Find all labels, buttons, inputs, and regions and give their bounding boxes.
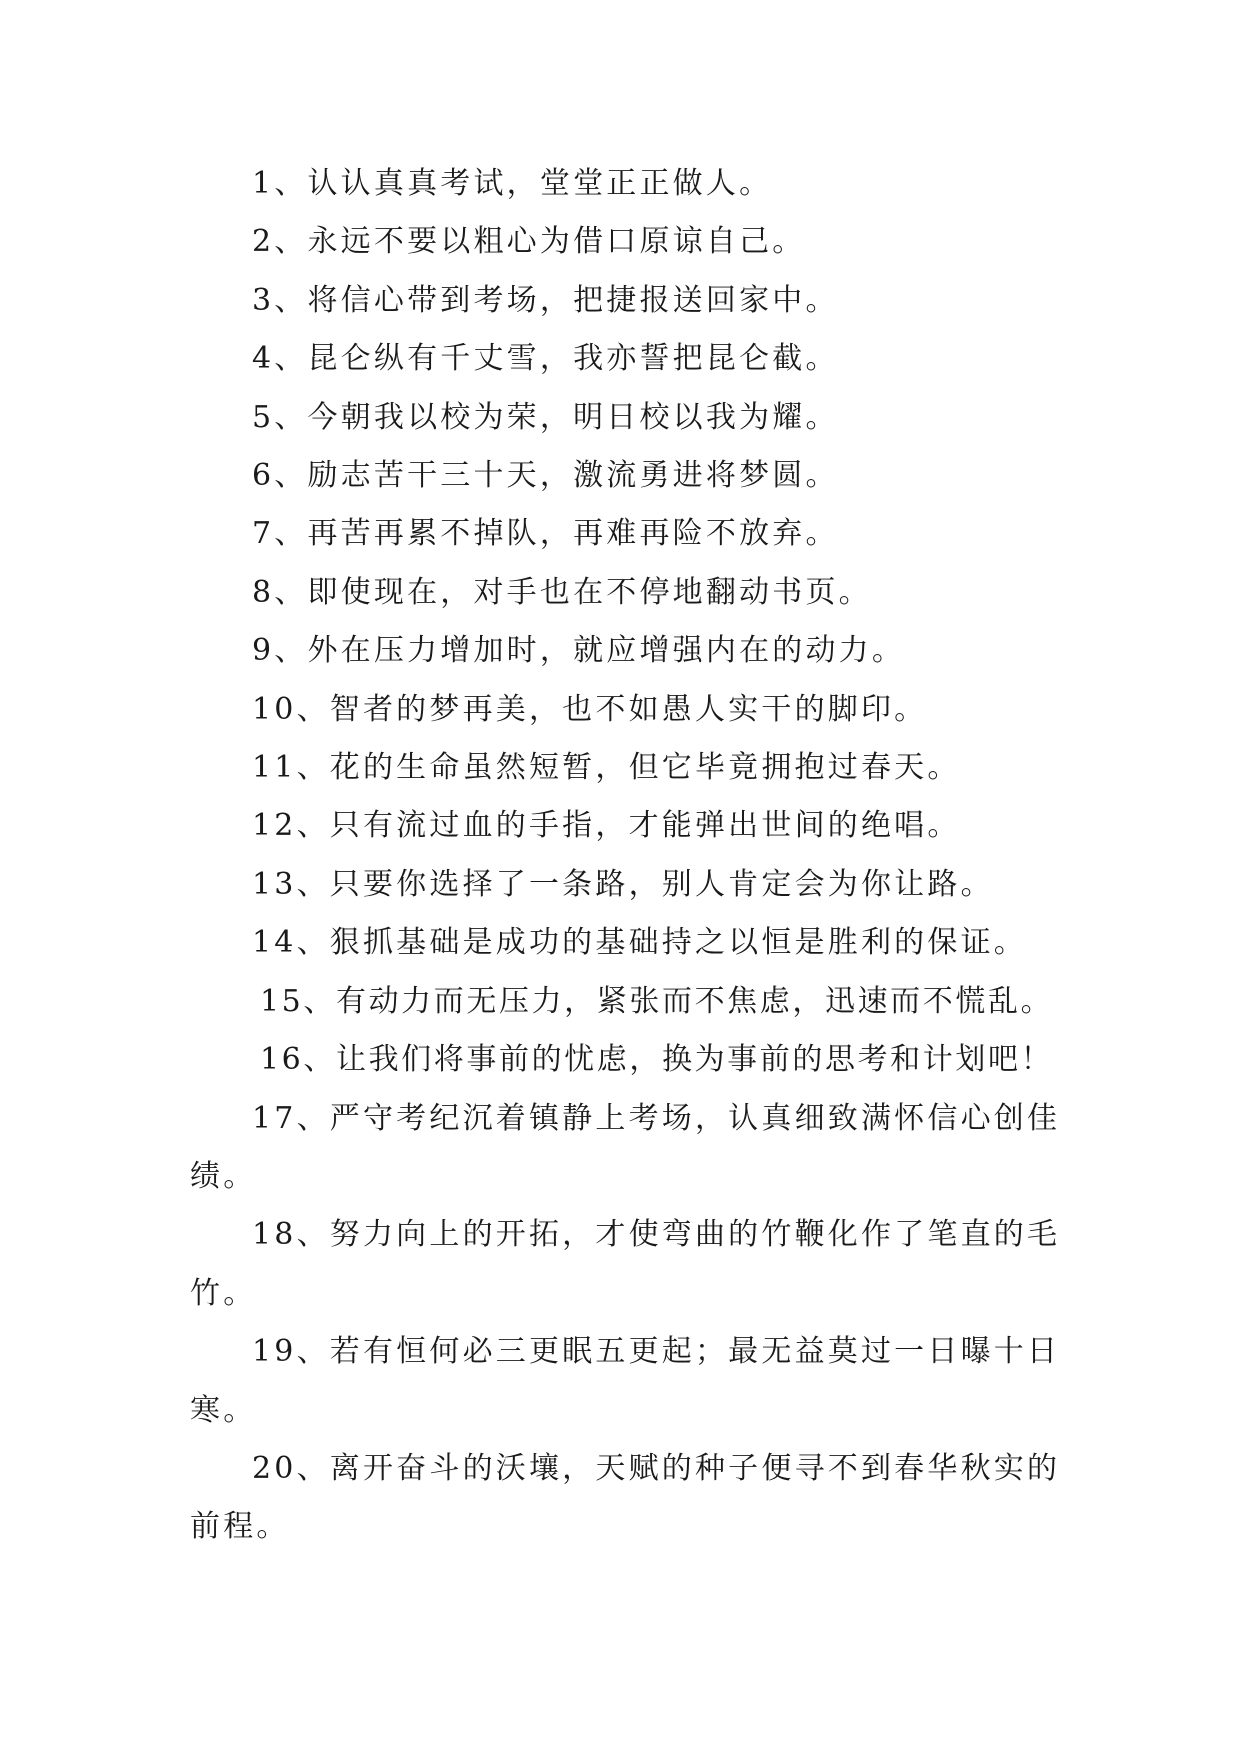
list-item: 8、即使现在，对手也在不停地翻动书页。 <box>252 574 872 610</box>
list-item: 5、今朝我以校为荣，明日校以我为耀。 <box>252 399 839 435</box>
list-item: 20、离开奋斗的沃壤，天赋的种子便寻不到春华秋实的前程。 <box>190 1450 1061 1545</box>
list-item: 11、花的生命虽然短暂，但它毕竟拥抱过春天。 <box>252 750 961 786</box>
list-item: 2、永远不要以粗心为借口原谅自己。 <box>252 224 806 260</box>
list-item: 16、让我们将事前的忧虑，换为事前的思考和计划吧！ <box>260 1042 1054 1078</box>
list-item: 14、狠抓基础是成功的基础持之以恒是胜利的保证。 <box>252 925 1027 961</box>
list-item: 7、再苦再累不掉队，再难再险不放弃。 <box>252 516 839 552</box>
list-item: 13、只要你选择了一条路，别人肯定会为你让路。 <box>252 866 994 902</box>
list-item: 18、努力向上的开拓，才使弯曲的竹鞭化作了笔直的毛竹。 <box>190 1217 1061 1311</box>
list-item: 19、若有恒何必三更眠五更起；最无益莫过一日曝十日寒。 <box>190 1334 1061 1428</box>
list-item: 17、严守考纪沉着镇静上考场，认真细致满怀信心创佳绩。 <box>190 1100 1061 1194</box>
list-item: 6、励志苦干三十天，激流勇进将梦圆。 <box>252 458 839 494</box>
list-item: 10、智者的梦再美，也不如愚人实干的脚印。 <box>252 691 928 727</box>
list-item: 4、昆仑纵有千丈雪，我亦誓把昆仑截。 <box>252 341 839 377</box>
list-item: 12、只有流过血的手指，才能弹出世间的绝唱。 <box>252 808 961 844</box>
list-item: 9、外在压力增加时，就应增强内在的动力。 <box>252 633 906 669</box>
list-item: 15、有动力而无压力，紧张而不焦虑，迅速而不慌乱。 <box>260 983 1054 1019</box>
slogan-list <box>190 155 1070 1557</box>
list-item: 3、将信心带到考场，把捷报送回家中。 <box>252 282 839 318</box>
list-item: 1、认认真真考试，堂堂正正做人。 <box>252 166 773 201</box>
